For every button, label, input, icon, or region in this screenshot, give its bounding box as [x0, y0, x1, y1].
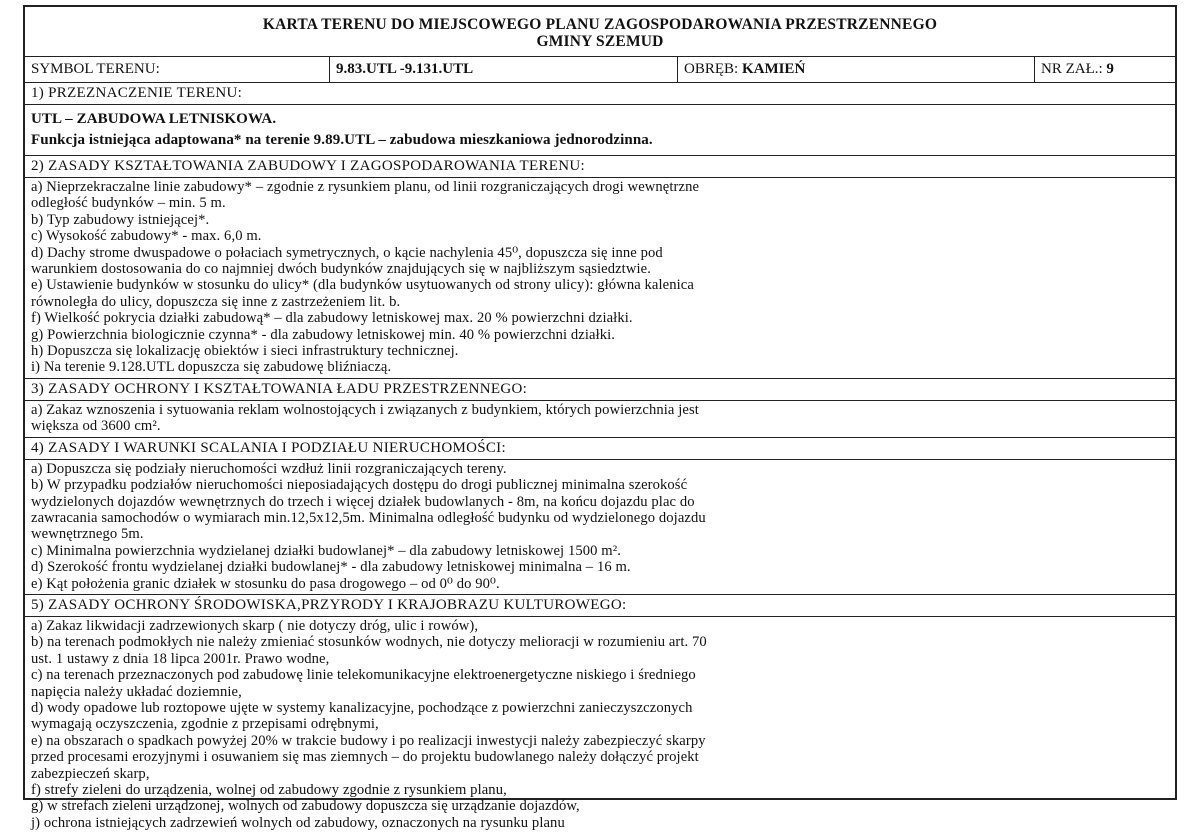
obreb-value: KAMIEŃ — [741, 61, 806, 77]
section-2-line: warunkiem dostosowania do co najmniej dwóch budynków znajdujących się w najbliższym sąsiedztwie. — [31, 261, 651, 278]
section-5-heading: 5) ZASADY OCHRONY ŚRODOWISKA,PRZYRODY I KRAJOBRAZU KULTUROWEGO: — [25, 595, 1175, 617]
section-2-line: odległość budynków – min. 5 m. — [31, 195, 226, 212]
section-2-line: c) Wysokość zabudowy* - max. 6,0 m. — [31, 228, 262, 245]
nr-cell — [1035, 57, 1175, 82]
section-4-line: a) Dopuszcza się podziały nieruchomości wzdłuż linii rozgraniczających tereny. — [31, 460, 507, 477]
section-5-line: a) Zakaz likwidacji zadrzewionych skarp ( nie dotyczy dróg, ulic i rowów), — [31, 617, 479, 634]
land-card-document — [23, 5, 1177, 831]
section-5-line: g) w strefach zieleni urządzonej, wolnych od zabudowy dopuszcza się urządzanie dojazdów, — [31, 798, 580, 815]
section-3-line: większa od 3600 cm². — [31, 418, 161, 435]
section-2-line: h) Dopuszcza się lokalizację obiektów i sieci infrastruktury technicznej. — [31, 343, 459, 360]
section-2-body — [25, 178, 1175, 379]
section-1-line-1: UTL – ZABUDOWA LETNISKOWA. — [31, 111, 277, 127]
section-2-line: e) Ustawienie budynków w stosunku do ulicy* (dla budynków usytuowanych od strony ulicy): główna kalenica — [31, 277, 694, 294]
obreb-cell — [678, 57, 1035, 82]
title-line-1: KARTA TERENU DO MIEJSCOWEGO PLANU ZAGOSPODAROWANIA PRZESTRZENNEGO — [262, 16, 938, 33]
section-4-line: d) Szerokość frontu wydzielanej działki budowlanej* - dla zabudowy letniskowej minimalna – 16 m. — [31, 559, 631, 576]
document-title — [25, 7, 1175, 57]
section-4-heading: 4) ZASADY I WARUNKI SCALANIA I PODZIAŁU NIERUCHOMOŚCI: — [25, 438, 1175, 460]
section-4-line: e) Kąt położenia granic działek w stosunku do pasa drogowego – od 0⁰ do 90⁰. — [31, 575, 500, 592]
section-4-line: wydzielonych dojazdów wewnętrznych do trzech i więcej działek budowlanych - 8m, na końcu dojazdu plac do — [31, 493, 695, 510]
symbol-value: 9.83.UTL -9.131.UTL — [330, 57, 678, 82]
section-5-body — [25, 617, 1175, 833]
section-2-line: równoległa do ulicy, dopuszcza się inne z zastrzeżeniem lit. b. — [31, 293, 401, 310]
section-5-line: f) strefy zieleni do urządzenia, wolnej od zabudowy zgodnie z rysunkiem planu, — [31, 782, 507, 798]
section-5-line: d) wody opadowe lub roztopowe ujęte w systemy kanalizacyjne, pochodzące z powierzchni zanieczyszczonych — [31, 699, 693, 716]
symbol-label: SYMBOL TERENU: — [25, 57, 330, 82]
section-4-line: wewnętrznego 5m. — [31, 526, 144, 543]
section-4-line: b) W przypadku podziałów nieruchomości nieposiadających dostępu do drogi publicznej minimalna szerokość — [31, 477, 688, 494]
section-2-line: b) Typ zabudowy istniejącej*. — [31, 211, 210, 228]
section-5-line: b) na terenach podmokłych nie należy zmieniać stosunków wodnych, nie dotyczy melioracji w rozumieniu art. 70 — [31, 634, 707, 651]
nr-value: 9 — [1106, 61, 1114, 77]
section-3-heading: 3) ZASADY OCHRONY I KSZTAŁTOWANIA ŁADU PRZESTRZENNEGO: — [25, 379, 1175, 401]
section-2-line: d) Dachy strome dwuspadowe o połaciach symetrycznych, o kącie nachylenia 45⁰, dopuszcza się inne pod — [31, 244, 663, 261]
meta-row — [25, 57, 1175, 83]
section-1-line-2: Funkcja istniejąca adaptowana* na terenie 9.89.UTL – zabudowa mieszkaniowa jednorodzinna. — [31, 132, 653, 148]
section-3-line: a) Zakaz wznoszenia i sytuowania reklam wolnostojących i związanych z budynkiem, których powierzchnia jest — [31, 401, 699, 418]
section-2-line: g) Powierzchnia biologicznie czynna* - dla zabudowy letniskowej min. 40 % powierzchni działki. — [31, 326, 616, 343]
section-4-line: c) Minimalna powierzchnia wydzielanej działki budowlanej* – dla zabudowy letniskowej 1500 m². — [31, 542, 621, 559]
obreb-label: OBRĘB: — [684, 61, 739, 77]
section-5-line: napięcia należy układać doziemnie, — [31, 683, 242, 700]
section-2-line: f) Wielkość pokrycia działki zabudową* – dla zabudowy letniskowej max. 20 % powierzchni działki. — [31, 310, 633, 327]
section-1-heading: 1) PRZEZNACZENIE TERENU: — [25, 83, 1175, 105]
title-line-2: GMINY SZEMUD — [536, 33, 664, 50]
section-5-line: zabezpieczeń skarp, — [31, 765, 150, 782]
section-4-body — [25, 460, 1175, 595]
section-5-line: c) na terenach przeznaczonych pod zabudowę linie telekomunikacyjne elektroenergetyczne niskiego i średniego — [31, 667, 696, 684]
section-2-line: i) Na terenie 9.128.UTL dopuszcza się zabudowę bliźniaczą. — [31, 359, 392, 376]
section-1-body — [25, 105, 1175, 156]
nr-label: NR ZAŁ.: — [1041, 61, 1103, 77]
section-5-line: ust. 1 ustawy z dnia 18 lipca 2001r. Prawo wodne, — [31, 650, 330, 667]
section-5-line: j) ochrona istniejących zadrzewień wolnych od zabudowy, oznaczonych na rysunku planu — [31, 814, 565, 831]
section-3-body — [25, 401, 1175, 438]
section-5-line: e) na obszarach o spadkach powyżej 20% w trakcie budowy i po realizacji inwestycji należy zabezpieczyć skarpy — [31, 732, 706, 749]
section-4-line: zawracania samochodów o wymiarach min.12,5x12,5m. Minimalna odległość budynku od wydzielonego dojazdu — [31, 509, 706, 526]
section-5-line: przed procesami erozyjnymi i osuwaniem się mas ziemnych – do projektu budowlanego należy dołączyć projekt — [31, 749, 699, 766]
section-5-line: wymagają oczyszczenia, zgodnie z przepisami odrębnymi, — [31, 716, 379, 733]
section-2-line: a) Nieprzekraczalne linie zabudowy* – zgodnie z rysunkiem planu, od linii rozgraniczających drogi wewnętrzne — [31, 179, 700, 195]
section-2-heading: 2) ZASADY KSZTAŁTOWANIA ZABUDOWY I ZAGOSPODAROWANIA TERENU: — [25, 156, 1175, 178]
